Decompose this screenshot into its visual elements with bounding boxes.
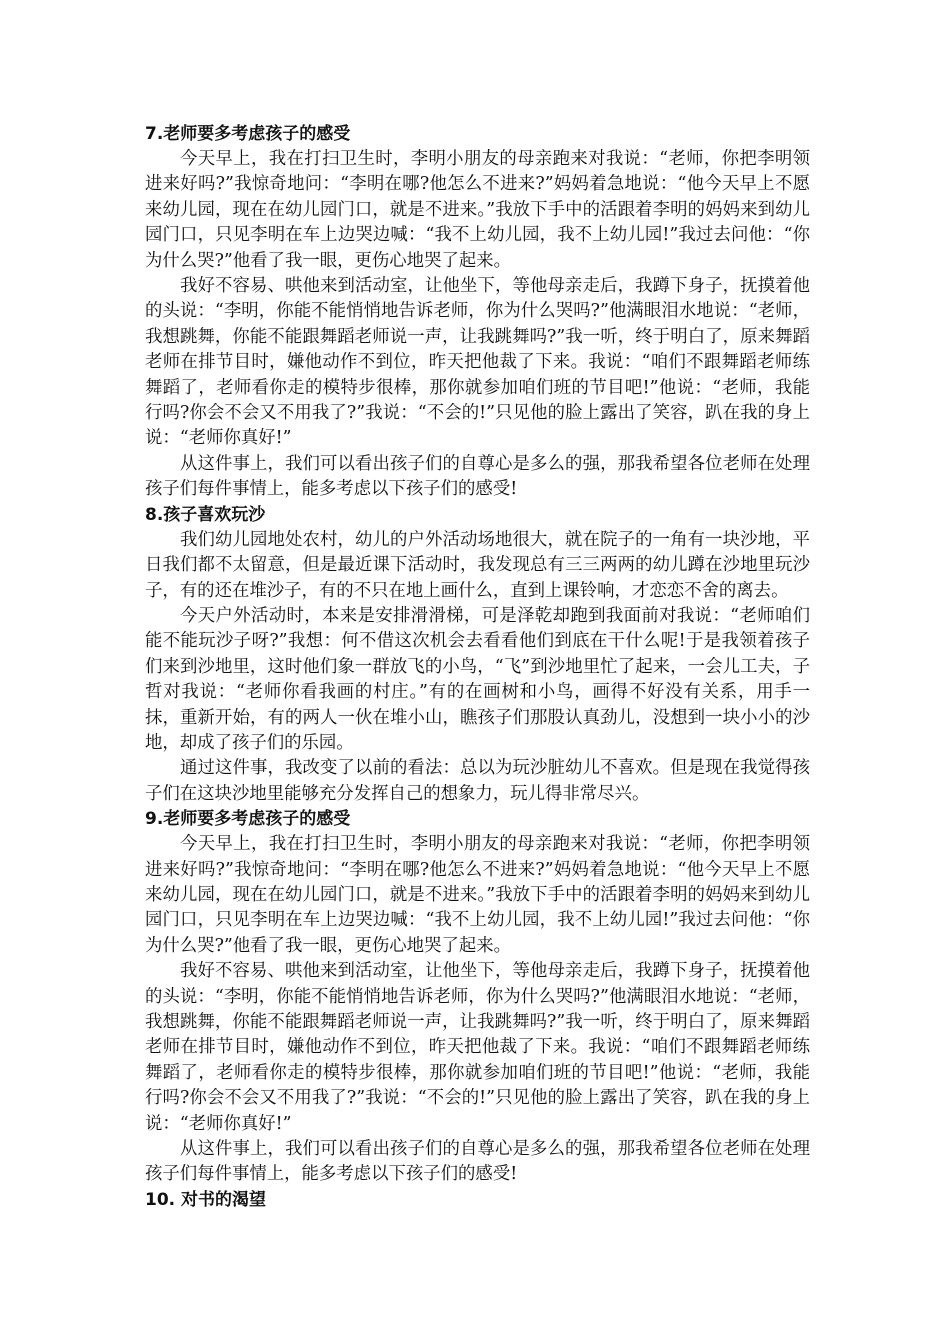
paragraph: 通过这件事，我改变了以前的看法：总以为玩沙脏幼儿不喜欢。但是现在我觉得孩子们在这块沙地里能够充分发挥自己的想象力，玩儿得非常尽兴。	[145, 758, 810, 804]
section-heading-10: 10. 对书的渴望	[145, 1189, 267, 1210]
paragraph: 我好不容易、哄他来到活动室，让他坐下，等他母亲走后，我蹲下身子，抚摸着他的头说：“李明，你能不能悄悄地告诉老师，你为什么哭吗?”他满眼泪水地说：“老师，我想跳舞，你能不能跟舞蹈老师说一声，让我跳舞吗?”我一听，终于明白了，原来舞蹈老师在排节目时，嫌他动作不到位，昨天把他裁了下来。我说：“咱们不跟舞蹈老师练舞蹈了，老师看你走的模特步很棒，那你就参加咱们班的节目吧!”他说：“老师，我能行吗?你会不会又不用我了?”我说：“不会的!”只见他的脸上露出了笑容，趴在我的身上说：“老师你真好!”	[145, 961, 810, 1134]
paragraph: 今天早上，我在打扫卫生时，李明小朋友的母亲跑来对我说：“老师，你把李明领进来好吗?”我惊奇地问：“李明在哪?他怎么不进来?”妈妈着急地说：“他今天早上不愿来幼儿园，现在在幼儿园门口，就是不进来。”我放下手中的活跟着李明的妈妈来到幼儿园门口，只见李明在车上边哭边喊：“我不上幼儿园，我不上幼儿园!”我过去问他：“你为什么哭?”他看了我一眼，更伤心地哭了起来。	[145, 834, 810, 956]
paragraph: 我好不容易、哄他来到活动室，让他坐下，等他母亲走后，我蹲下身子，抚摸着他的头说：“李明，你能不能悄悄地告诉老师，你为什么哭吗?”他满眼泪水地说：“老师，我想跳舞，你能不能跟舞蹈老师说一声，让我跳舞吗?”我一听，终于明白了，原来舞蹈老师在排节目时，嫌他动作不到位，昨天把他裁了下来。我说：“咱们不跟舞蹈老师练舞蹈了，老师看你走的模特步很棒，那你就参加咱们班的节目吧!”他说：“老师，我能行吗?你会不会又不用我了?”我说：“不会的!”只见他的脸上露出了笑容，趴在我的身上说：“老师你真好!”	[145, 276, 810, 449]
section-heading-8: 8.孩子喜欢玩沙	[145, 504, 266, 525]
paragraph: 今天早上，我在打扫卫生时，李明小朋友的母亲跑来对我说：“老师，你把李明领进来好吗?”我惊奇地问：“李明在哪?他怎么不进来?”妈妈着急地说：“他今天早上不愿来幼儿园，现在在幼儿园门口，就是不进来。”我放下手中的活跟着李明的妈妈来到幼儿园门口，只见李明在车上边哭边喊：“我不上幼儿园，我不上幼儿园!”我过去问他：“你为什么哭?”他看了我一眼，更伤心地哭了起来。	[145, 149, 810, 271]
paragraph: 从这件事上，我们可以看出孩子们的自尊心是多么的强，那我希望各位老师在处理孩子们每件事情上，能多考虑以下孩子们的感受!	[145, 453, 810, 500]
section-heading-7: 7.老师要多考虑孩子的感受	[145, 124, 351, 144]
section-heading-9: 9.老师要多考虑孩子的感受	[145, 809, 351, 830]
paragraph: 我们幼儿园地处农村，幼儿的户外活动场地很大，就在院子的一角有一块沙地，平日我们都不太留意，但是最近课下活动时，我发现总有三三两两的幼儿蹲在沙地里玩沙子，有的还在堆沙子，有的不只在地上画什么，直到上课铃响，才恋恋不舍的离去。	[145, 529, 810, 601]
paragraph: 今天户外活动时，本来是安排滑滑梯，可是泽乾却跑到我面前对我说：“老师咱们能不能玩沙子呀?”我想：何不借这次机会去看看他们到底在干什么呢!于是我领着孩子们来到沙地里，这时他们象一群放飞的小鸟，“飞”到沙地里忙了起来，一会儿工夫，子哲对我说：“老师你看我画的村庄。”有的在画树和小鸟，画得不好没有关系，用手一抹，重新开始，有的两人一伙在堆小山，瞧孩子们那股认真劲儿，没想到一块小小的沙地，却成了孩子们的乐园。	[145, 605, 810, 753]
paragraph: 从这件事上，我们可以看出孩子们的自尊心是多么的强，那我希望各位老师在处理孩子们每件事情上，能多考虑以下孩子们的感受!	[145, 1139, 810, 1185]
document-page	[145, 122, 810, 1213]
